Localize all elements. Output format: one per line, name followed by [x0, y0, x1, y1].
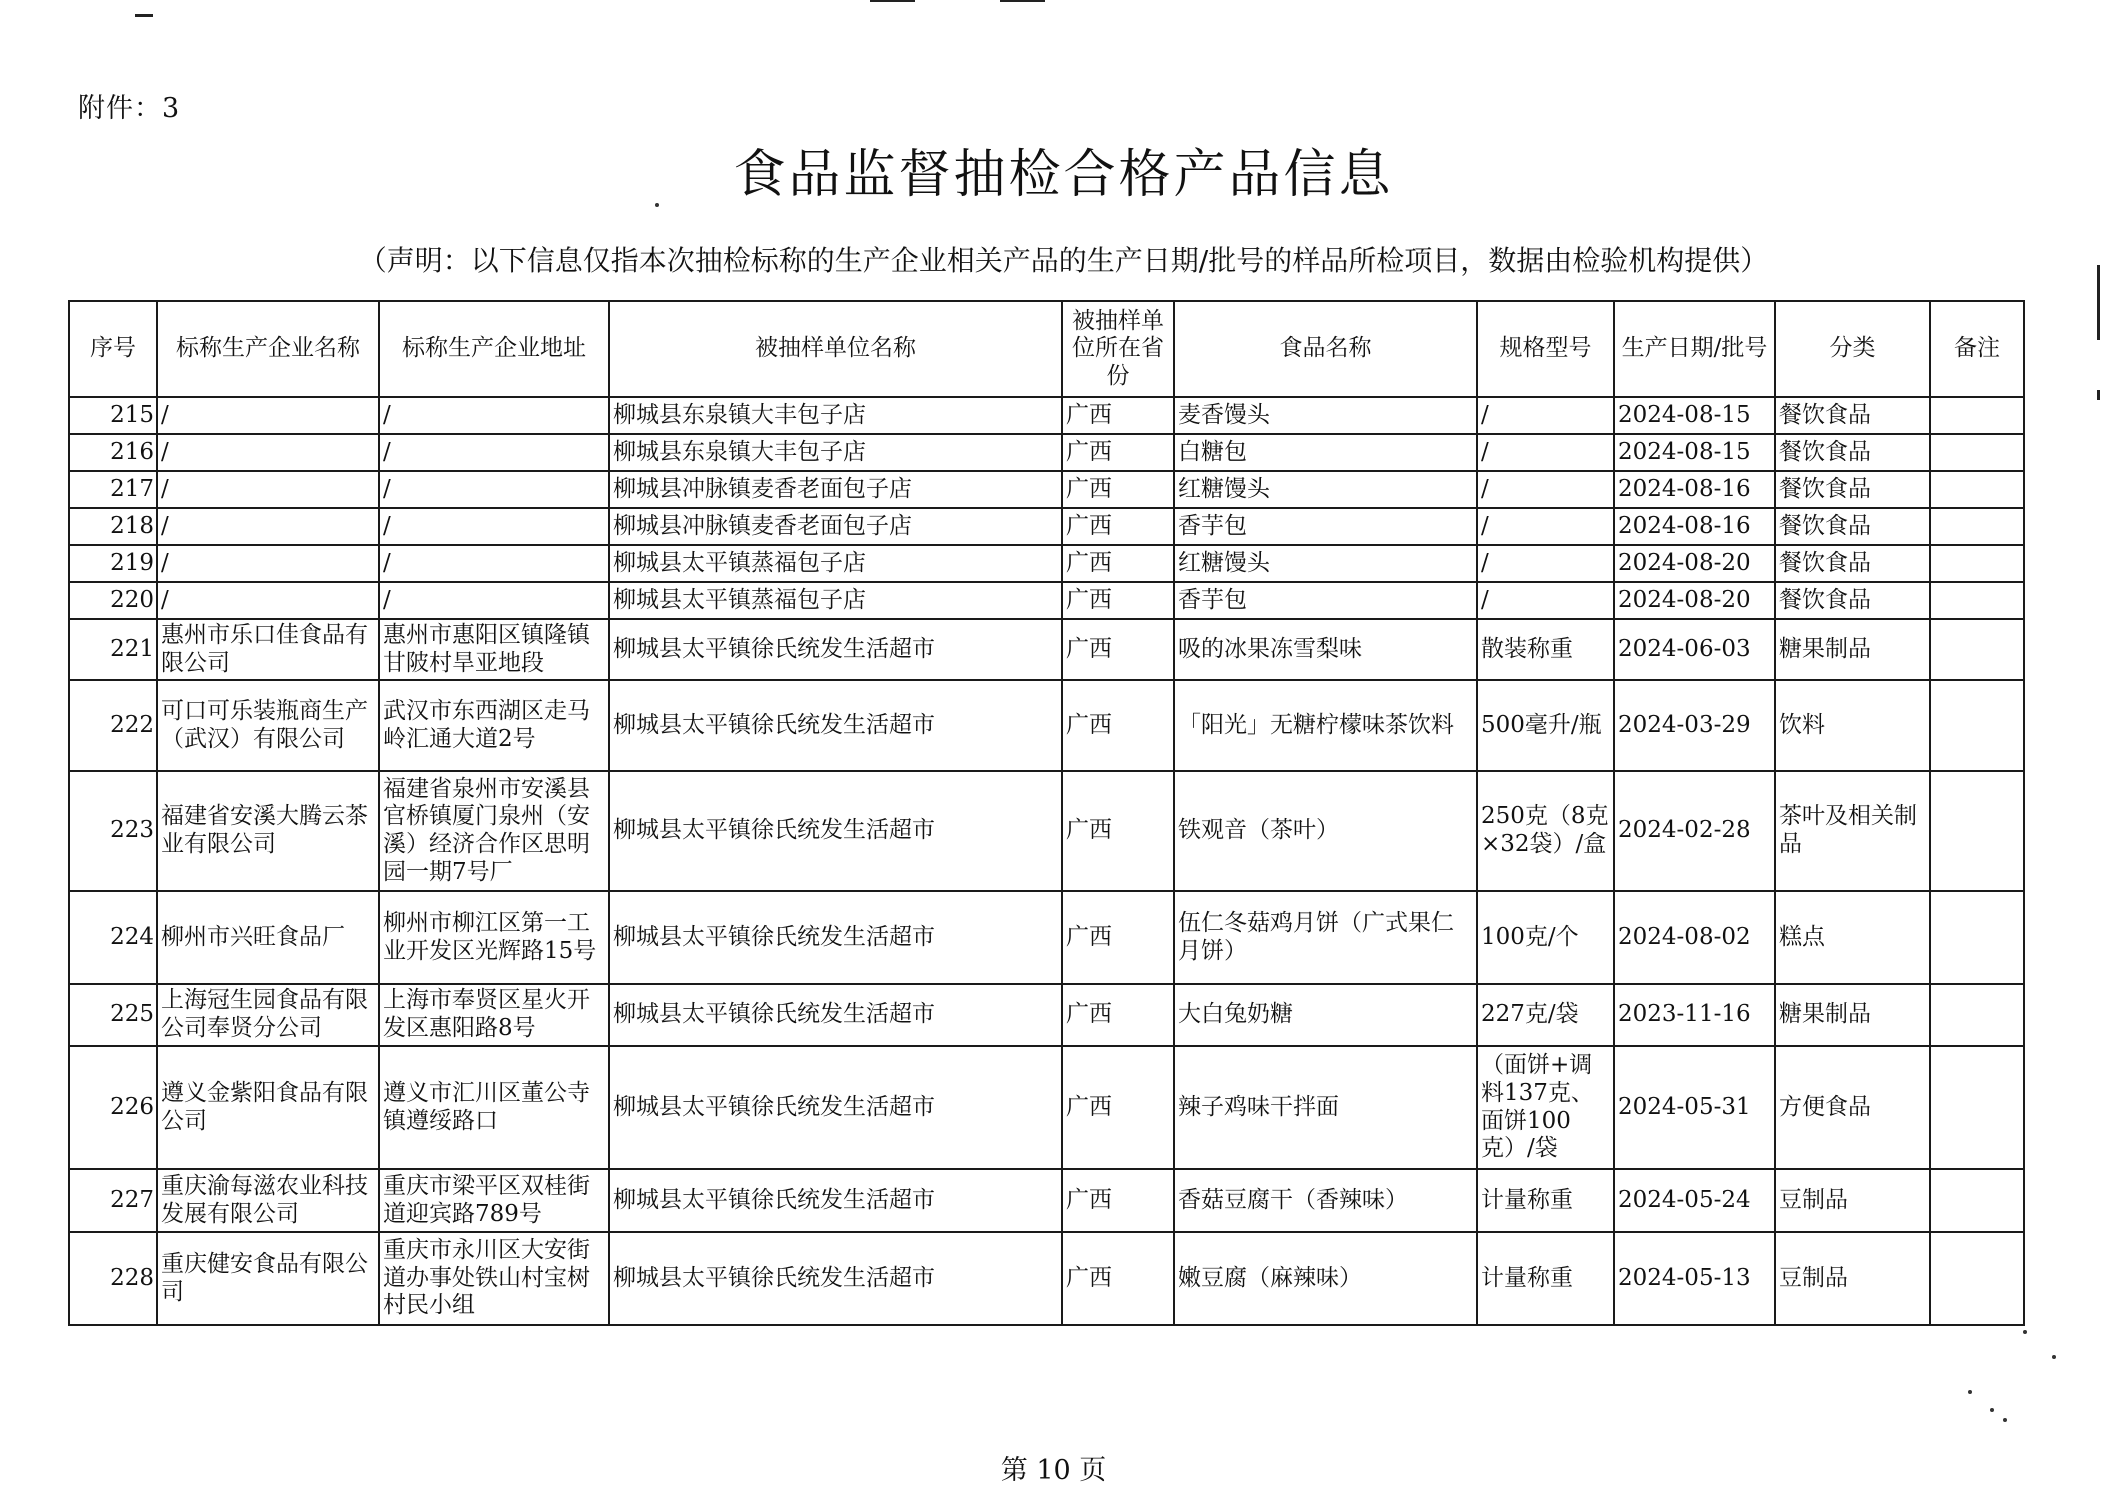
cell-sampled-unit: 柳城县太平镇徐氏统发生活超市 — [609, 891, 1062, 984]
table-row — [69, 680, 2024, 771]
cell-category: 饮料 — [1775, 680, 1930, 771]
cell-sampled-unit: 柳城县冲脉镇麦香老面包子店 — [609, 471, 1062, 508]
cell-remark — [1930, 434, 2024, 471]
table-row — [69, 1169, 2024, 1232]
cell-province: 广西 — [1062, 471, 1174, 508]
cell-province: 广西 — [1062, 508, 1174, 545]
cell-category: 餐饮食品 — [1775, 545, 1930, 582]
table-row — [69, 891, 2024, 984]
header-no: 序号 — [69, 301, 157, 397]
cell-no: 217 — [69, 471, 157, 508]
cell-spec: 250克（8克×32袋）/盒 — [1477, 771, 1614, 891]
cell-province: 广西 — [1062, 1232, 1174, 1325]
cell-remark — [1930, 771, 2024, 891]
cell-producer-address: 上海市奉贤区星火开发区惠阳路8号 — [379, 984, 609, 1046]
cell-producer-address: / — [379, 471, 609, 508]
table-row — [69, 471, 2024, 508]
cell-sampled-unit: 柳城县太平镇徐氏统发生活超市 — [609, 619, 1062, 680]
cell-remark — [1930, 1169, 2024, 1232]
cell-producer-address: / — [379, 397, 609, 434]
cell-producer: 惠州市乐口佳食品有限公司 — [157, 619, 379, 680]
cell-province: 广西 — [1062, 680, 1174, 771]
cell-spec: / — [1477, 471, 1614, 508]
cell-food-name: 红糖馒头 — [1174, 471, 1477, 508]
cell-food-name: 嫩豆腐（麻辣味） — [1174, 1232, 1477, 1325]
header-producer-address: 标称生产企业地址 — [379, 301, 609, 397]
page-number: 第 10 页 — [1000, 1455, 1107, 1486]
cell-category: 糖果制品 — [1775, 619, 1930, 680]
cell-spec: 散装称重 — [1477, 619, 1614, 680]
cell-no: 218 — [69, 508, 157, 545]
cell-date: 2024-08-15 — [1614, 397, 1775, 434]
table-header-row — [69, 301, 2024, 397]
cell-date: 2024-05-31 — [1614, 1046, 1775, 1169]
cell-no: 215 — [69, 397, 157, 434]
cell-producer: / — [157, 434, 379, 471]
cell-food-name: 大白兔奶糖 — [1174, 984, 1477, 1046]
cell-remark — [1930, 619, 2024, 680]
cell-date: 2024-08-20 — [1614, 545, 1775, 582]
cell-province: 广西 — [1062, 545, 1174, 582]
scan-speck — [2052, 1355, 2056, 1359]
cell-remark — [1930, 680, 2024, 771]
cell-province: 广西 — [1062, 1046, 1174, 1169]
cell-spec: 计量称重 — [1477, 1169, 1614, 1232]
header-date: 生产日期/批号 — [1614, 301, 1775, 397]
cell-date: 2023-11-16 — [1614, 984, 1775, 1046]
cell-food-name: 红糖馒头 — [1174, 545, 1477, 582]
cell-category: 豆制品 — [1775, 1232, 1930, 1325]
cell-producer: 上海冠生园食品有限公司奉贤分公司 — [157, 984, 379, 1046]
cell-sampled-unit: 柳城县太平镇蒸福包子店 — [609, 545, 1062, 582]
cell-remark — [1930, 508, 2024, 545]
cell-remark — [1930, 891, 2024, 984]
cell-producer: 遵义金紫阳食品有限公司 — [157, 1046, 379, 1169]
scan-speck — [2003, 1418, 2007, 1422]
cell-sampled-unit: 柳城县太平镇徐氏统发生活超市 — [609, 1169, 1062, 1232]
scan-speck — [1968, 1390, 1972, 1394]
header-food-name: 食品名称 — [1174, 301, 1477, 397]
cell-sampled-unit: 柳城县太平镇徐氏统发生活超市 — [609, 1232, 1062, 1325]
document-title: 食品监督抽检合格产品信息 — [733, 145, 1394, 205]
cell-remark — [1930, 1046, 2024, 1169]
cell-spec: / — [1477, 434, 1614, 471]
cell-province: 广西 — [1062, 582, 1174, 619]
cell-spec: / — [1477, 397, 1614, 434]
cell-food-name: 香芋包 — [1174, 508, 1477, 545]
cell-date: 2024-02-28 — [1614, 771, 1775, 891]
cell-category: 糖果制品 — [1775, 984, 1930, 1046]
scan-speck — [2023, 1330, 2027, 1334]
cell-province: 广西 — [1062, 1169, 1174, 1232]
scan-mark-top-1 — [135, 14, 153, 17]
cell-no: 225 — [69, 984, 157, 1046]
cell-remark — [1930, 984, 2024, 1046]
cell-no: 222 — [69, 680, 157, 771]
cell-category: 茶叶及相关制品 — [1775, 771, 1930, 891]
cell-province: 广西 — [1062, 434, 1174, 471]
cell-spec: 227克/袋 — [1477, 984, 1614, 1046]
cell-food-name: 麦香馒头 — [1174, 397, 1477, 434]
cell-food-name: 香芋包 — [1174, 582, 1477, 619]
scan-speck — [1990, 1408, 1994, 1412]
cell-remark — [1930, 545, 2024, 582]
header-spec: 规格型号 — [1477, 301, 1614, 397]
header-category: 分类 — [1775, 301, 1930, 397]
cell-no: 220 — [69, 582, 157, 619]
cell-remark — [1930, 471, 2024, 508]
cell-category: 餐饮食品 — [1775, 471, 1930, 508]
cell-date: 2024-03-29 — [1614, 680, 1775, 771]
cell-category: 方便食品 — [1775, 1046, 1930, 1169]
cell-spec: / — [1477, 545, 1614, 582]
cell-food-name: 铁观音（茶叶） — [1174, 771, 1477, 891]
cell-spec: 计量称重 — [1477, 1232, 1614, 1325]
cell-producer: 可口可乐装瓶商生产（武汉）有限公司 — [157, 680, 379, 771]
cell-spec: 100克/个 — [1477, 891, 1614, 984]
cell-spec: （面饼+调料137克、面饼100克）/袋 — [1477, 1046, 1614, 1169]
cell-producer: / — [157, 545, 379, 582]
cell-date: 2024-08-02 — [1614, 891, 1775, 984]
cell-no: 226 — [69, 1046, 157, 1169]
cell-sampled-unit: 柳城县太平镇蒸福包子店 — [609, 582, 1062, 619]
cell-food-name: 吸的冰果冻雪梨味 — [1174, 619, 1477, 680]
cell-date: 2024-06-03 — [1614, 619, 1775, 680]
cell-no: 224 — [69, 891, 157, 984]
cell-sampled-unit: 柳城县太平镇徐氏统发生活超市 — [609, 1046, 1062, 1169]
table-row — [69, 619, 2024, 680]
cell-date: 2024-08-16 — [1614, 471, 1775, 508]
inspection-results-table — [68, 300, 2025, 1326]
cell-food-name: 香菇豆腐干（香辣味） — [1174, 1169, 1477, 1232]
cell-producer-address: 福建省泉州市安溪县官桥镇厦门泉州（安溪）经济合作区思明园一期7号厂 — [379, 771, 609, 891]
cell-producer-address: 武汉市东西湖区走马岭汇通大道2号 — [379, 680, 609, 771]
cell-producer-address: / — [379, 582, 609, 619]
cell-producer: / — [157, 471, 379, 508]
table-row — [69, 1232, 2024, 1325]
scan-mark-top-2 — [870, 0, 915, 2]
cell-no: 227 — [69, 1169, 157, 1232]
table-row — [69, 397, 2024, 434]
cell-province: 广西 — [1062, 891, 1174, 984]
cell-category: 餐饮食品 — [1775, 397, 1930, 434]
cell-sampled-unit: 柳城县冲脉镇麦香老面包子店 — [609, 508, 1062, 545]
cell-sampled-unit: 柳城县东泉镇大丰包子店 — [609, 434, 1062, 471]
table-row — [69, 582, 2024, 619]
cell-remark — [1930, 582, 2024, 619]
cell-producer: 重庆渝每滋农业科技发展有限公司 — [157, 1169, 379, 1232]
cell-producer: / — [157, 582, 379, 619]
cell-producer: / — [157, 397, 379, 434]
cell-category: 豆制品 — [1775, 1169, 1930, 1232]
cell-category: 餐饮食品 — [1775, 434, 1930, 471]
cell-producer-address: / — [379, 545, 609, 582]
cell-sampled-unit: 柳城县东泉镇大丰包子店 — [609, 397, 1062, 434]
cell-no: 221 — [69, 619, 157, 680]
cell-producer: 柳州市兴旺食品厂 — [157, 891, 379, 984]
cell-remark — [1930, 397, 2024, 434]
cell-province: 广西 — [1062, 619, 1174, 680]
table-row — [69, 508, 2024, 545]
table-row — [69, 771, 2024, 891]
table-row — [69, 1046, 2024, 1169]
cell-producer: 福建省安溪大腾云茶业有限公司 — [157, 771, 379, 891]
cell-category: 餐饮食品 — [1775, 508, 1930, 545]
cell-province: 广西 — [1062, 984, 1174, 1046]
cell-spec: 500毫升/瓶 — [1477, 680, 1614, 771]
cell-sampled-unit: 柳城县太平镇徐氏统发生活超市 — [609, 680, 1062, 771]
cell-no: 219 — [69, 545, 157, 582]
cell-category: 餐饮食品 — [1775, 582, 1930, 619]
cell-no: 228 — [69, 1232, 157, 1325]
cell-producer-address: 重庆市梁平区双桂街道迎宾路789号 — [379, 1169, 609, 1232]
cell-province: 广西 — [1062, 771, 1174, 891]
cell-sampled-unit: 柳城县太平镇徐氏统发生活超市 — [609, 771, 1062, 891]
cell-no: 223 — [69, 771, 157, 891]
cell-date: 2024-05-24 — [1614, 1169, 1775, 1232]
cell-producer: 重庆健安食品有限公司 — [157, 1232, 379, 1325]
cell-sampled-unit: 柳城县太平镇徐氏统发生活超市 — [609, 984, 1062, 1046]
cell-spec: / — [1477, 508, 1614, 545]
cell-producer-address: 惠州市惠阳区镇隆镇甘陂村旱亚地段 — [379, 619, 609, 680]
cell-producer-address: 柳州市柳江区第一工业开发区光辉路15号 — [379, 891, 609, 984]
table-row — [69, 434, 2024, 471]
cell-producer: / — [157, 508, 379, 545]
scan-mark-top-3 — [1000, 0, 1045, 2]
header-sampled-unit: 被抽样单位名称 — [609, 301, 1062, 397]
disclaimer-statement: （声明：以下信息仅指本次抽检标称的生产企业相关产品的生产日期/批号的样品所检项目，数据由检验机构提供） — [358, 244, 1769, 277]
table-row — [69, 984, 2024, 1046]
attachment-label: 附件：3 — [78, 93, 181, 124]
scan-mark-right-2 — [2097, 390, 2100, 400]
cell-food-name: 伍仁冬菇鸡月饼（广式果仁月饼） — [1174, 891, 1477, 984]
header-province: 被抽样单位所在省份 — [1062, 301, 1174, 397]
header-producer: 标称生产企业名称 — [157, 301, 379, 397]
cell-date: 2024-08-16 — [1614, 508, 1775, 545]
cell-category: 糕点 — [1775, 891, 1930, 984]
cell-producer-address: / — [379, 434, 609, 471]
cell-spec: / — [1477, 582, 1614, 619]
cell-remark — [1930, 1232, 2024, 1325]
cell-food-name: 辣子鸡味干拌面 — [1174, 1046, 1477, 1169]
cell-producer-address: / — [379, 508, 609, 545]
cell-date: 2024-05-13 — [1614, 1232, 1775, 1325]
cell-producer-address: 重庆市永川区大安街道办事处铁山村宝树村民小组 — [379, 1232, 609, 1325]
cell-producer-address: 遵义市汇川区董公寺镇遵绥路口 — [379, 1046, 609, 1169]
header-remark: 备注 — [1930, 301, 2024, 397]
table-row — [69, 545, 2024, 582]
cell-date: 2024-08-15 — [1614, 434, 1775, 471]
cell-no: 216 — [69, 434, 157, 471]
cell-food-name: 「阳光」无糖柠檬味茶饮料 — [1174, 680, 1477, 771]
cell-province: 广西 — [1062, 397, 1174, 434]
cell-food-name: 白糖包 — [1174, 434, 1477, 471]
cell-date: 2024-08-20 — [1614, 582, 1775, 619]
